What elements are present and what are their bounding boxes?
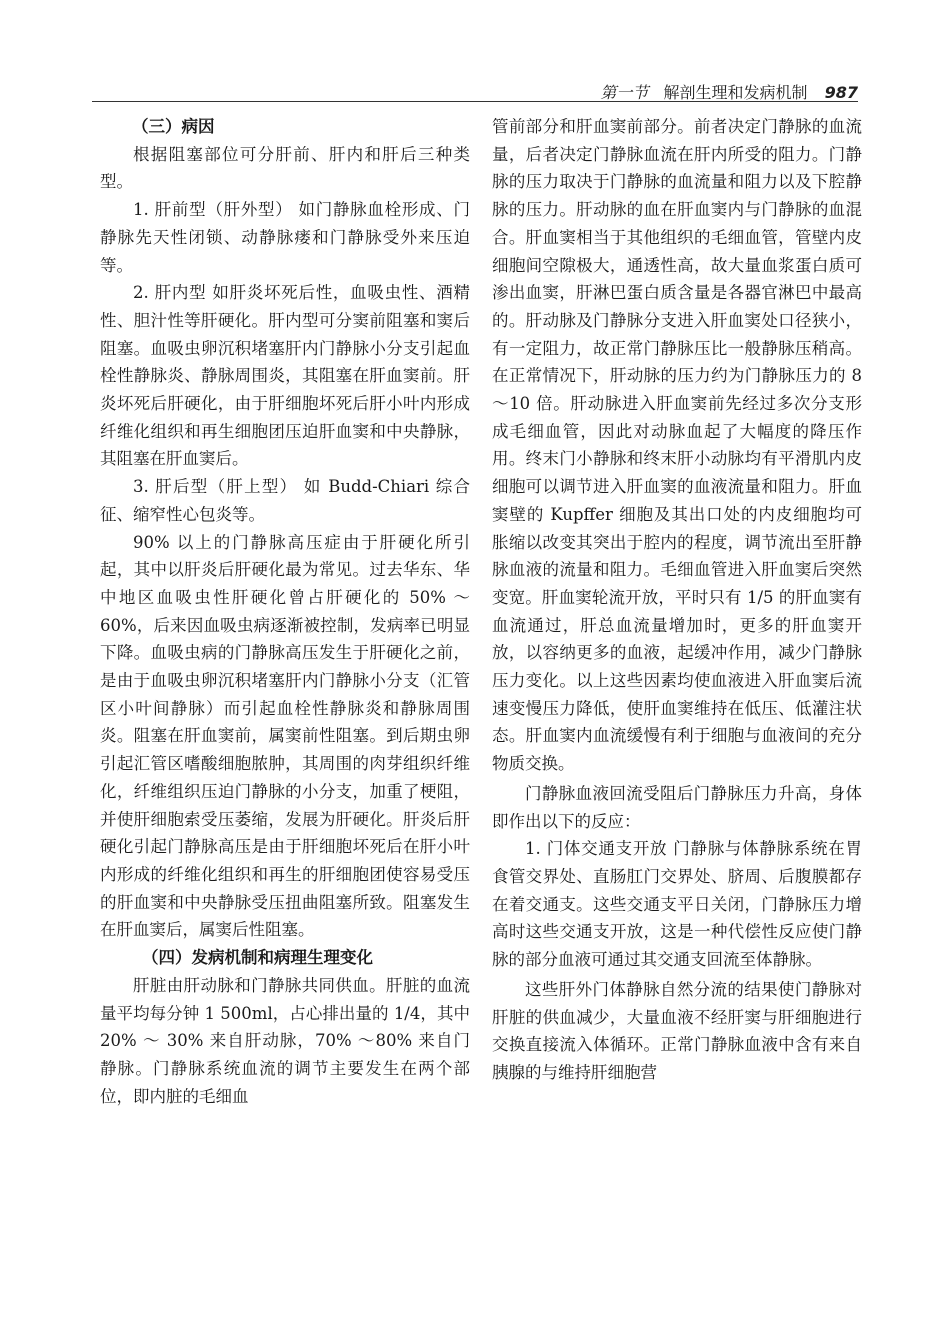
heading-mechanism: （四）发病机制和病理生理变化 bbox=[142, 948, 373, 968]
paragraph: 这些肝外门体静脉自然分流的结果使门静脉对肝脏的供血减少，大量血液不经肝窦与肝细胞进行交换直接流入体循环。正常门静脉血液中含有来自胰腺的与维持肝细胞营 bbox=[492, 979, 862, 1082]
paragraph: 管前部分和肝血窦前部分。前者决定门静脉的血流量，后者决定门静脉血流在肝内所受的阻力。门静脉的压力取决于门静脉的血流量和阻力以及下腔静脉的压力。肝动脉的血在肝血窦内与门静脉的血混合。肝血窦相当于其他组织的毛细血管，管壁内皮细胞间空隙极大，通透性高，故大量血浆蛋白质可渗出血窦，肝淋巴蛋白质含量是各器官淋巴中最高的。肝动脉及门静脉分支进入肝血窦处口径狭小，有一定阻力，故正常门静脉压比一般静脉压稍高。在正常情况下，肝动脉的压力约为门静脉压力的 8 ～10 倍。肝动脉进入肝血窦前先经过多次分支形成毛细血管，因此对动脉血起了大幅度的降压作用。终末门小静脉和终末肝小动脉均有平滑肌内皮细胞可以调节进入肝血窦的血液流量和阻力。肝血窦壁的 Kupffer 细胞及其出口处的内皮细胞均可胀缩以改变其突出于腔内的程度，调节流出至肝静脉血液的流量和阻力。毛细血管进入肝血窦后突然变宽。肝血窦轮流开放，平时只有 1/5 的肝血窦有血流通过，肝总血流量增加时，更多的肝血窦开放，以容纳更多的血液，起缓冲作用，减少门静脉压力变化。以上这些因素均使血液进入肝血窦后流速变慢压力降低，使肝血窦维持在低压、低灌注状态。肝血窦内血流缓慢有利于细胞与血液间的充分物质交换。 bbox=[492, 117, 862, 774]
paragraph: 90% 以上的门静脉高压症由于肝硬化所引起，其中以肝炎后肝硬化最为常见。过去华东、华中地区血吸虫性肝硬化曾占肝硬化的 50% ～60%，后来因血吸虫病逐渐被控制，发病率已明显下降。血吸虫病的门静脉高压发生于肝硬化之前，是由于血吸虫卵沉积堵塞肝内门静脉小分支（汇管区小叶间静脉）而引起血栓性静脉炎和静脉周围炎。阻塞在肝血窦前，属窦前性阻塞。到后期虫卵引起汇管区嗜酸细胞脓肿，其周围的肉芽组织纤维化，纤维组织压迫门静脉的小分支，加重了梗阻，并使肝细胞索受压萎缩，发展为肝硬化。肝炎后肝硬化引起门静脉高压是由于肝细胞坏死后在肝小叶内形成的纤维化组织和再生的肝细胞团使容易受压的肝血窦和中央静脉受压扭曲阻塞所致。阻塞发生在肝血窦后，属窦后性阻塞。 bbox=[100, 532, 470, 940]
paragraph: 2. 肝内型 如肝炎坏死后性，血吸虫性、酒精性、胆汁性等肝硬化。肝内型可分窦前阻塞和窦后阻塞。血吸虫卵沉积堵塞肝内门静脉小分支引起血栓性静脉炎、静脉周围炎，其阻塞在肝血窦前。肝炎坏死后肝硬化，由于肝细胞坏死后肝小叶内形成纤维化组织和再生细胞团压迫肝血窦和中央静脉，其阻塞在肝血窦后。 bbox=[100, 283, 470, 469]
paragraph: 门静脉血液回流受阻后门静脉压力升高，身体即作出以下的反应： bbox=[492, 783, 862, 831]
section-title: 解剖生理和发病机制 bbox=[663, 83, 808, 102]
header-rule bbox=[92, 101, 858, 102]
running-header bbox=[0, 0, 950, 110]
right-column bbox=[492, 113, 862, 1087]
left-column bbox=[100, 113, 470, 1110]
page-number: 987 bbox=[824, 83, 858, 102]
header-text bbox=[600, 80, 858, 103]
paragraph: 1. 肝前型（肝外型） 如门静脉血栓形成、门静脉先天性闭锁、动静脉瘘和门静脉受外来压迫等。 bbox=[100, 200, 470, 275]
heading-cause: （三）病因 bbox=[132, 117, 215, 136]
paragraph: 3. 肝后型（肝上型） 如 Budd-Chiari 综合征、缩窄性心包炎等。 bbox=[100, 477, 470, 524]
paragraph: 1. 门体交通支开放 门静脉与体静脉系统在胃食管交界处、直肠肛门交界处、脐周、后腹膜都存在着交通支。这些交通支平日关闭，门静脉压力增高时这些交通支开放，这是一种代偿性反应使门静脉的部分血液可通过其交通支回流至体静脉。 bbox=[492, 839, 862, 970]
section-label: 第一节 bbox=[600, 83, 649, 102]
paragraph: 肝脏由肝动脉和门静脉共同供血。肝脏的血流量平均每分钟 1 500ml，占心排出量的 1/4，其中 20% ～ 30% 来自肝动脉，70% ～80% 来自门静脉。门静脉系统血流的调节主要发生在两个部位，即内脏的毛细血 bbox=[100, 975, 470, 1106]
paragraph: 根据阻塞部位可分肝前、肝内和肝后三种类型。 bbox=[100, 144, 470, 192]
